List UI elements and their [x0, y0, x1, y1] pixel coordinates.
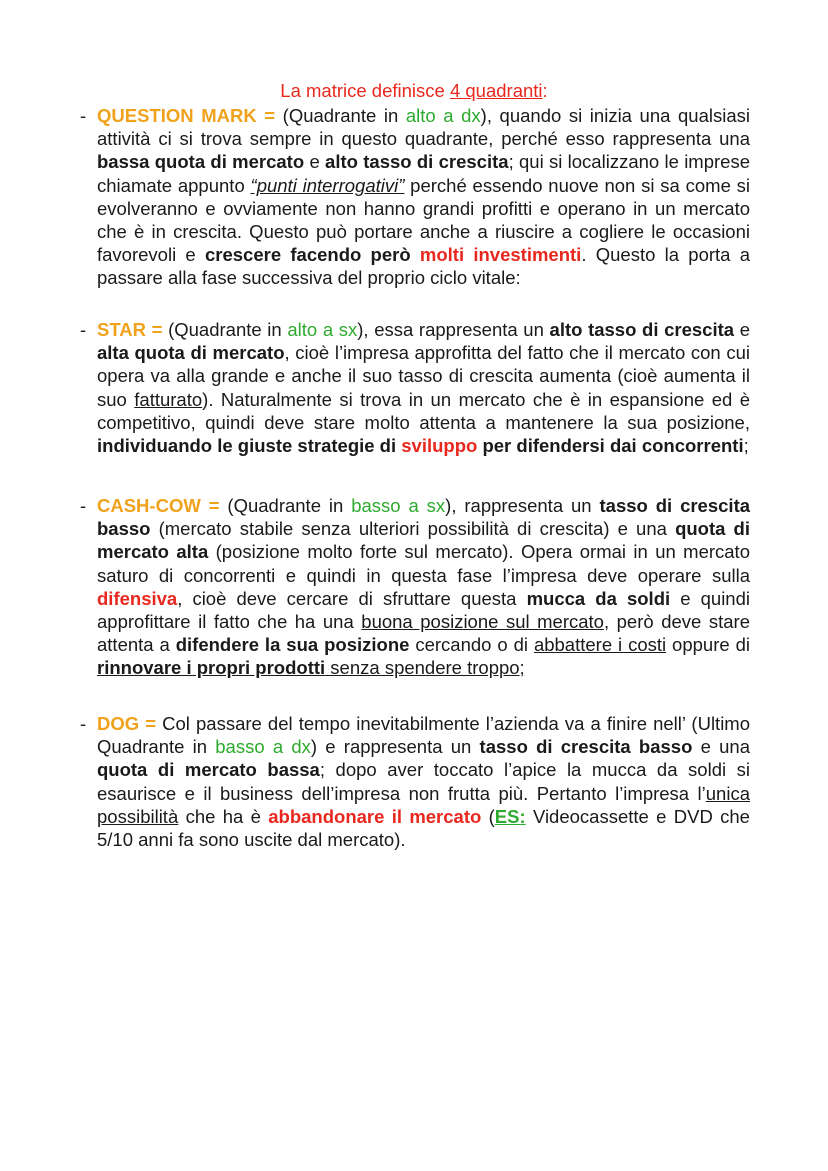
text-run: (Quadrante in	[282, 105, 406, 126]
bullet-dash: -	[80, 495, 87, 516]
bullet-text	[97, 104, 750, 290]
text-run: fatturato	[134, 388, 203, 410]
text-run: e quindi approfittare il fatto che ha una	[97, 587, 750, 633]
text-run: (Quadrante in	[227, 495, 352, 516]
text-run: ), rappresenta un	[445, 495, 600, 516]
bullet-star	[80, 318, 750, 457]
text-run: tasso di crescita basso	[479, 736, 693, 758]
bullet-text	[97, 712, 750, 851]
text-run: alto a sx	[287, 319, 358, 340]
text-run: difendere la sua posizione	[175, 634, 410, 656]
text-run: abbandonare il mercato	[268, 805, 482, 827]
text-run: bassa quota di mercato	[97, 151, 305, 173]
text-run: abbattere i costi	[533, 634, 667, 656]
text-run: cercando o di	[409, 634, 534, 656]
text-run: “punti interrogativi”	[250, 174, 405, 196]
text-run: e una	[692, 736, 750, 758]
text-run: ). Naturalmente si trova in un mercato che è in espansione ed è competitivo, quindi deve stare molto attenta a mantenere la sua posizione,	[97, 388, 751, 433]
text-run: perché essendo nuove non si sa come si evolveranno e ovviamente non hanno grandi profitti e operano in un mercato che è in crescita. Questo può portare anche a riuscire a cogliere le occasioni favorevoli e	[97, 174, 751, 266]
text-run: basso a sx	[351, 495, 446, 516]
text-run: crescere facendo però	[204, 244, 420, 266]
bullet-dash: -	[80, 105, 87, 126]
text-run: ; dopo aver toccato l’apice la mucca da soldi si esaurisce e il business dell’impresa non frutta più. Pertanto l’impresa l’	[97, 759, 750, 804]
bullet-dog	[80, 712, 750, 851]
text-run: (	[481, 805, 495, 827]
text-run: ) e rappresenta un	[310, 736, 480, 758]
text-run: (posizione molto forte sul mercato). Opera ormai in un mercato saturo di concorrenti e quindi in questa fase l’impresa deve operare sulla	[97, 541, 750, 586]
text-run: mucca da soldi	[526, 587, 671, 609]
text-run: e	[304, 151, 326, 173]
text-run: tasso di crescita basso	[97, 495, 751, 540]
text-run: per difendersi dai concorrenti	[477, 435, 744, 457]
bullet-text	[97, 494, 750, 680]
text-run: individuando le giuste strategie di	[97, 435, 402, 457]
text-run: che ha è	[178, 805, 269, 827]
text-run: Videocassette e DVD che 5/10 anni fa sono uscite dal mercato).	[97, 805, 750, 851]
text-run: difensiva	[97, 587, 178, 609]
text-run: QUESTION MARK =	[97, 105, 283, 126]
heading	[0, 80, 828, 102]
text-run: rinnovare i propri prodotti	[97, 657, 326, 679]
text-run: CASH-COW =	[97, 495, 228, 516]
text-run: quota di mercato alta	[97, 518, 750, 563]
text-run: quota di mercato bassa	[97, 759, 320, 781]
text-run: (Quadrante in	[168, 319, 288, 340]
heading-underlined: 4 quadranti	[449, 80, 543, 101]
bullet-question-mark	[80, 104, 750, 290]
heading-suffix: :	[542, 80, 548, 101]
text-run: senza spendere troppo;	[325, 657, 525, 679]
bullet-dash: -	[80, 713, 87, 734]
text-run: , cioè l’impresa approfitta del fatto che il mercato con cui opera va alla grande e anche il suo tasso di crescita aumenta (cioè aumenta il suo	[97, 342, 750, 410]
heading-prefix: La matrice definisce	[280, 80, 450, 101]
text-run: ;	[743, 435, 749, 457]
text-run: (mercato stabile senza ulteriori possibilità di crescita) e una	[150, 518, 676, 540]
text-run: basso a dx	[215, 736, 311, 758]
text-run: ES:	[494, 805, 526, 827]
text-run: buona posizione sul mercato	[361, 611, 604, 633]
text-run: sviluppo	[401, 435, 478, 457]
text-run: ; qui si localizzano le imprese chiamate appunto	[97, 151, 750, 196]
bullet-text	[97, 318, 750, 457]
text-run: unica possibilità	[97, 782, 750, 827]
text-run: oppure di	[666, 634, 750, 656]
text-run: alto a dx	[405, 105, 481, 126]
bullet-cash-cow	[80, 494, 750, 680]
text-run: DOG =	[97, 713, 163, 734]
text-run: e	[734, 319, 750, 340]
text-run: alto tasso di crescita	[325, 151, 509, 173]
text-run: , però deve stare attenta a	[97, 611, 750, 656]
text-run: molti investimenti	[419, 244, 582, 266]
text-run: ), essa rappresenta un	[357, 319, 550, 340]
text-run: . Questo la porta a passare alla fase successiva del proprio ciclo vitale:	[97, 244, 751, 289]
text-run: STAR =	[97, 319, 169, 340]
text-run: alto tasso di crescita	[549, 319, 735, 340]
bullet-dash: -	[80, 319, 87, 340]
text-run: , cioè deve cercare di sfruttare questa	[177, 587, 527, 609]
text-run: Col passare del tempo inevitabilmente l’azienda va a finire nell’ (Ultimo Quadrante in	[97, 713, 750, 758]
text-run: ), quando si inizia una qualsiasi attività ci si trova sempre in questo quadrante, perché esso rappresenta una	[97, 105, 750, 150]
text-run: alta quota di mercato	[97, 342, 285, 364]
